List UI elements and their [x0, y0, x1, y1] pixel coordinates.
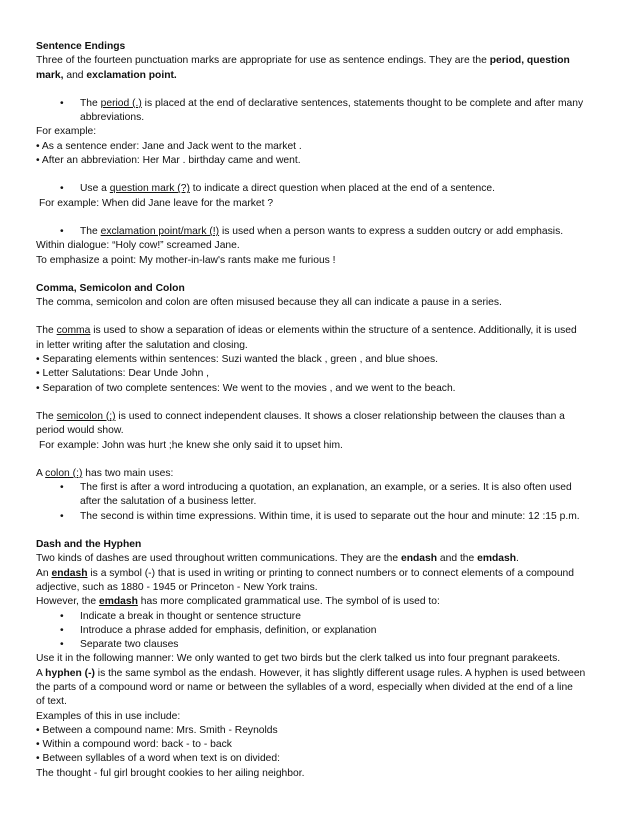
comma-example-2: • Letter Salutations: Dear Unde John , — [36, 368, 210, 380]
endash-link[interactable]: endash — [51, 567, 88, 579]
endash-paragraph: An endash is a symbol (-) that is used in writing or printing to connect numbers or to connect elements of a compound — [36, 567, 575, 579]
emdash-bullet-3: • Separate two clauses — [36, 638, 602, 652]
hyphen-example-4: The thought - ful girl brought cookies to her ailing neighbor. — [36, 767, 305, 779]
comma-paragraph-cont: in letter writing after the salutation and closing. — [36, 339, 248, 351]
emdash-link[interactable]: emdash — [98, 596, 138, 608]
period-link[interactable]: period (.) — [100, 97, 142, 109]
hyphen-paragraph-cont-1: the parts of a compound word or name or between the syllables of a word, especially when divided at the end of a line — [36, 681, 573, 693]
bullet-dot: • — [60, 183, 64, 195]
colon-bullet-2: • The second is within time expressions. Within time, it is used to separate out the hour and minute: 12 :15 p.m. — [36, 510, 602, 524]
endings-intro-cont: mark, and exclamation point. — [36, 69, 177, 81]
section-heading-dash: Dash and the Hyphen — [36, 539, 142, 551]
document-body — [36, 40, 602, 781]
comma-paragraph: The comma is used to show a separation of ideas or elements within the structure of a sentence. Additionally, it is used — [36, 325, 577, 337]
bullet-dot: • — [60, 225, 64, 237]
endings-intro: Three of the fourteen punctuation marks are appropriate for use as sentence endings. They are the period, question — [36, 55, 570, 67]
section-heading-comma: Comma, Semicolon and Colon — [36, 282, 185, 294]
question-example: For example: When did Jane leave for the market ? — [39, 197, 274, 209]
emdash-bullet-1: • Indicate a break in thought or sentence structure — [36, 610, 602, 624]
period-bullet-cont: abbreviations. — [80, 112, 145, 124]
hyphen-example-1: • Between a compound name: Mrs. Smith - Reynolds — [36, 724, 278, 736]
semicolon-paragraph: The semicolon (;) is used to connect independent clauses. It shows a closer relationship between the clauses than a — [36, 410, 565, 422]
exclamation-example-1: Within dialogue: “Holy cow!” screamed Jane. — [36, 240, 240, 252]
exclamation-bullet: • The exclamation point/mark (!) is used when a person wants to express a sudden outcry or add emphasis. — [36, 225, 602, 239]
hyphen-example-2: • Within a compound word: back - to - back — [36, 739, 232, 751]
bullet-dot: • — [60, 510, 64, 522]
comma-example-3: • Separation of two complete sentences: We went to the movies , and we went to the beach. — [36, 382, 456, 394]
hyphen-examples-label: Examples of this in use include: — [36, 710, 181, 722]
bullet-dot: • — [60, 482, 64, 494]
bullet-dot: • — [60, 97, 64, 109]
bullet-dot: • — [60, 639, 64, 651]
emdash-paragraph: However, the emdash has more complicated grammatical use. The symbol of is used to: — [36, 596, 440, 608]
period-example-2: • After an abbreviation: Her Mar . birthday came and went. — [36, 155, 301, 167]
comma-link[interactable]: comma — [56, 325, 91, 337]
colon-link[interactable]: colon (:) — [45, 467, 83, 479]
period-example-1: • As a sentence ender: Jane and Jack went to the market . — [36, 140, 302, 152]
emdash-bullet-2: • Introduce a phrase added for emphasis, definition, or explanation — [36, 624, 602, 638]
semicolon-example: For example: John was hurt ;he knew she only said it to upset him. — [39, 439, 343, 451]
period-example-label: For example: — [36, 126, 97, 138]
colon-bullet-1: • The first is after a word introducing a quotation, an explanation, an example, or a series. It is also often used — [36, 481, 602, 495]
hyphen-example-3: • Between syllables of a word when text is on divided: — [36, 753, 280, 765]
bullet-dot: • — [60, 610, 64, 622]
section-heading-sentence-endings: Sentence Endings — [36, 41, 126, 52]
semicolon-paragraph-cont: period would show. — [36, 425, 124, 437]
semicolon-link[interactable]: semicolon (;) — [56, 410, 116, 422]
question-mark-link[interactable]: question mark (?) — [109, 183, 190, 195]
endash-paragraph-cont: adjective, such as 1880 - 1945 or Princeton - New York trains. — [36, 581, 318, 593]
period-bullet: • The period (.) is placed at the end of declarative sentences, statements thought to be complete and after many — [36, 97, 602, 111]
exclamation-example-2: To emphasize a point: My mother-in-law's rants make me furious ! — [36, 254, 336, 266]
colon-paragraph: A colon (:) has two main uses: — [36, 467, 174, 479]
hyphen-paragraph-cont-2: of text. — [36, 696, 67, 708]
dash-intro: Two kinds of dashes are used throughout written communications. They are the endash and the emdash. — [36, 553, 519, 565]
emdash-example: Use it in the following manner: We only wanted to get two birds but the clerk talked us into four pregnant parakeets. — [36, 653, 561, 665]
comma-example-1: • Separating elements within sentences: Suzi wanted the black , green , and blue shoes. — [36, 354, 438, 366]
hyphen-paragraph: A hyphen (-) is the same symbol as the endash. However, it has slightly different usage rules. A hyphen is used between — [36, 667, 586, 679]
question-bullet: • Use a question mark (?) to indicate a direct question when placed at the end of a sentence. — [36, 182, 602, 196]
colon-bullet-1-cont: after the salutation of a business letter. — [80, 496, 257, 508]
bullet-dot: • — [60, 624, 64, 636]
exclamation-link[interactable]: exclamation point/mark (!) — [100, 225, 220, 237]
comma-intro: The comma, semicolon and colon are often misused because they all can indicate a pause in a series. — [36, 297, 502, 309]
